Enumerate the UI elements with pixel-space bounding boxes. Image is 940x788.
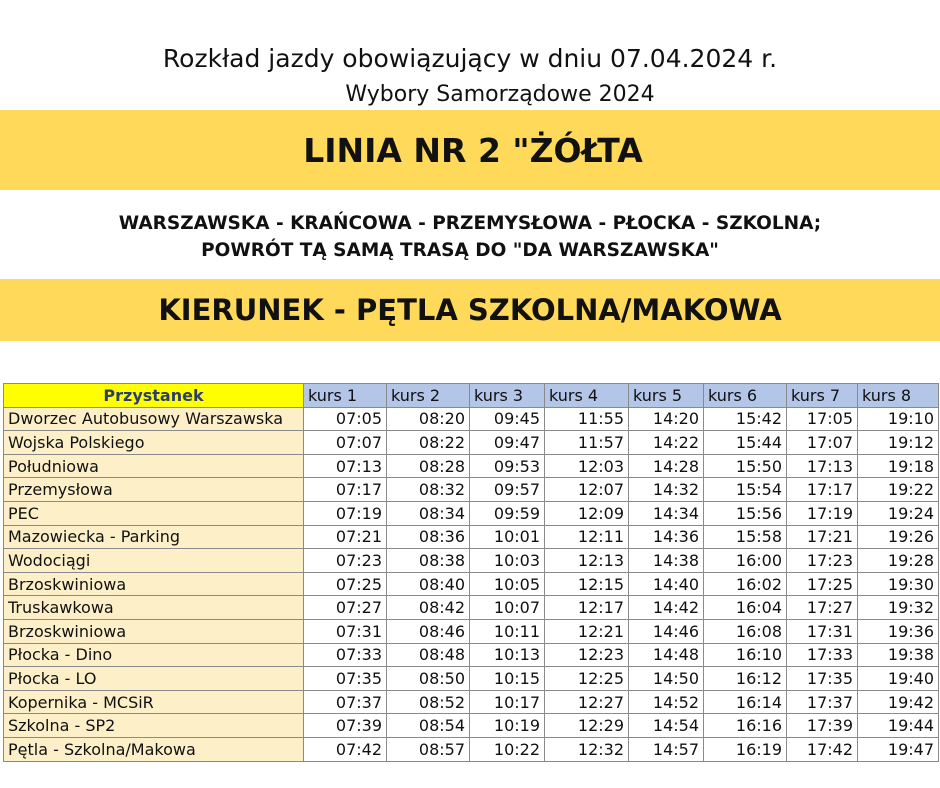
- table-row: [4, 619, 939, 643]
- departure-time: 08:50: [387, 667, 470, 691]
- departure-time: 16:16: [704, 714, 787, 738]
- departure-time: 19:36: [858, 619, 939, 643]
- table-row: [4, 454, 939, 478]
- departure-time: 14:40: [629, 572, 704, 596]
- departure-time: 15:56: [704, 501, 787, 525]
- departure-time: 10:17: [470, 690, 545, 714]
- departure-time: 17:25: [787, 572, 858, 596]
- departure-time: 07:19: [304, 501, 387, 525]
- departure-time: 07:07: [304, 431, 387, 455]
- departure-time: 09:45: [470, 407, 545, 431]
- departure-time: 16:19: [704, 737, 787, 761]
- departure-time: 17:17: [787, 478, 858, 502]
- departure-time: 08:54: [387, 714, 470, 738]
- departure-time: 17:42: [787, 737, 858, 761]
- departure-time: 10:19: [470, 714, 545, 738]
- departure-time: 19:22: [858, 478, 939, 502]
- departure-time: 15:42: [704, 407, 787, 431]
- departure-time: 08:40: [387, 572, 470, 596]
- departure-time: 09:57: [470, 478, 545, 502]
- departure-time: 07:05: [304, 407, 387, 431]
- departure-time: 17:23: [787, 549, 858, 573]
- departure-time: 14:32: [629, 478, 704, 502]
- departure-time: 14:34: [629, 501, 704, 525]
- stop-name: Płocka - Dino: [4, 643, 304, 667]
- departure-time: 16:04: [704, 596, 787, 620]
- departure-time: 17:19: [787, 501, 858, 525]
- departure-time: 19:40: [858, 667, 939, 691]
- departure-time: 14:20: [629, 407, 704, 431]
- departure-time: 19:18: [858, 454, 939, 478]
- departure-time: 10:22: [470, 737, 545, 761]
- stop-name: Mazowiecka - Parking: [4, 525, 304, 549]
- departure-time: 17:35: [787, 667, 858, 691]
- departure-time: 19:28: [858, 549, 939, 573]
- departure-time: 19:44: [858, 714, 939, 738]
- departure-time: 14:28: [629, 454, 704, 478]
- table-row: [4, 431, 939, 455]
- departure-time: 14:52: [629, 690, 704, 714]
- departure-time: 12:23: [545, 643, 629, 667]
- departure-time: 07:33: [304, 643, 387, 667]
- page-title: Rozkład jazdy obowiązujący w dniu 07.04.2024 r.: [162, 44, 778, 73]
- timetable: [3, 383, 939, 762]
- departure-time: 11:57: [545, 431, 629, 455]
- stop-name: Płocka - LO: [4, 667, 304, 691]
- departure-time: 17:31: [787, 619, 858, 643]
- course-header: kurs 3: [470, 384, 545, 408]
- departure-time: 10:03: [470, 549, 545, 573]
- table-row: [4, 596, 939, 620]
- departure-time: 15:44: [704, 431, 787, 455]
- departure-time: 07:21: [304, 525, 387, 549]
- departure-time: 14:36: [629, 525, 704, 549]
- departure-time: 07:25: [304, 572, 387, 596]
- stop-name: Południowa: [4, 454, 304, 478]
- table-row: [4, 525, 939, 549]
- departure-time: 17:33: [787, 643, 858, 667]
- departure-time: 08:20: [387, 407, 470, 431]
- course-header: kurs 2: [387, 384, 470, 408]
- departure-time: 07:37: [304, 690, 387, 714]
- departure-time: 08:28: [387, 454, 470, 478]
- departure-time: 16:02: [704, 572, 787, 596]
- departure-time: 09:59: [470, 501, 545, 525]
- departure-time: 09:53: [470, 454, 545, 478]
- course-header: kurs 4: [545, 384, 629, 408]
- departure-time: 19:12: [858, 431, 939, 455]
- departure-time: 17:39: [787, 714, 858, 738]
- direction-banner: [0, 279, 940, 341]
- departure-time: 08:46: [387, 619, 470, 643]
- stop-column-header: Przystanek: [4, 384, 304, 408]
- departure-time: 19:30: [858, 572, 939, 596]
- stop-name: Brzoskwiniowa: [4, 572, 304, 596]
- departure-time: 14:54: [629, 714, 704, 738]
- table-row: [4, 667, 939, 691]
- line-name: LINIA NR 2 "ŻÓŁTA: [303, 130, 643, 170]
- departure-time: 15:50: [704, 454, 787, 478]
- departure-time: 10:11: [470, 619, 545, 643]
- departure-time: 12:03: [545, 454, 629, 478]
- departure-time: 12:07: [545, 478, 629, 502]
- departure-time: 07:42: [304, 737, 387, 761]
- departure-time: 08:32: [387, 478, 470, 502]
- departure-time: 12:17: [545, 596, 629, 620]
- departure-time: 07:39: [304, 714, 387, 738]
- table-row: [4, 572, 939, 596]
- departure-time: 07:27: [304, 596, 387, 620]
- departure-time: 11:55: [545, 407, 629, 431]
- departure-time: 07:23: [304, 549, 387, 573]
- departure-time: 10:13: [470, 643, 545, 667]
- stop-name: Truskawkowa: [4, 596, 304, 620]
- departure-time: 19:10: [858, 407, 939, 431]
- table-row: [4, 690, 939, 714]
- departure-time: 09:47: [470, 431, 545, 455]
- stop-name: Brzoskwiniowa: [4, 619, 304, 643]
- course-header: kurs 7: [787, 384, 858, 408]
- departure-time: 12:21: [545, 619, 629, 643]
- departure-time: 07:17: [304, 478, 387, 502]
- departure-time: 10:07: [470, 596, 545, 620]
- course-header: kurs 8: [858, 384, 939, 408]
- departure-time: 14:46: [629, 619, 704, 643]
- departure-time: 14:38: [629, 549, 704, 573]
- departure-time: 14:42: [629, 596, 704, 620]
- departure-time: 12:29: [545, 714, 629, 738]
- departure-time: 19:42: [858, 690, 939, 714]
- departure-time: 12:15: [545, 572, 629, 596]
- departure-time: 12:13: [545, 549, 629, 573]
- departure-time: 17:13: [787, 454, 858, 478]
- departure-time: 08:48: [387, 643, 470, 667]
- stop-name: Wojska Polskiego: [4, 431, 304, 455]
- page-subtitle: Wybory Samorządowe 2024: [345, 82, 655, 107]
- departure-time: 10:05: [470, 572, 545, 596]
- table-row: [4, 643, 939, 667]
- departure-time: 17:05: [787, 407, 858, 431]
- departure-time: 14:48: [629, 643, 704, 667]
- stop-name: Przemysłowa: [4, 478, 304, 502]
- departure-time: 07:31: [304, 619, 387, 643]
- departure-time: 12:32: [545, 737, 629, 761]
- departure-time: 08:22: [387, 431, 470, 455]
- stop-name: Kopernika - MCSiR: [4, 690, 304, 714]
- departure-time: 12:25: [545, 667, 629, 691]
- departure-time: 08:34: [387, 501, 470, 525]
- departure-time: 17:27: [787, 596, 858, 620]
- departure-time: 08:36: [387, 525, 470, 549]
- course-header: kurs 6: [704, 384, 787, 408]
- departure-time: 19:47: [858, 737, 939, 761]
- route-description-line-2: POWRÓT TĄ SAMĄ TRASĄ DO "DA WARSZAWSKA": [201, 240, 719, 261]
- table-row: [4, 714, 939, 738]
- departure-time: 19:26: [858, 525, 939, 549]
- departure-time: 17:21: [787, 525, 858, 549]
- departure-time: 08:42: [387, 596, 470, 620]
- stop-name: Dworzec Autobusowy Warszawska: [4, 407, 304, 431]
- departure-time: 15:54: [704, 478, 787, 502]
- stop-name: PEC: [4, 501, 304, 525]
- departure-time: 19:24: [858, 501, 939, 525]
- timetable-header-row: [4, 384, 939, 408]
- departure-time: 16:00: [704, 549, 787, 573]
- departure-time: 16:08: [704, 619, 787, 643]
- stop-name: Wodociągi: [4, 549, 304, 573]
- departure-time: 17:37: [787, 690, 858, 714]
- departure-time: 15:58: [704, 525, 787, 549]
- direction-label: KIERUNEK - PĘTLA SZKOLNA/MAKOWA: [158, 293, 782, 327]
- departure-time: 17:07: [787, 431, 858, 455]
- departure-time: 19:32: [858, 596, 939, 620]
- departure-time: 07:13: [304, 454, 387, 478]
- departure-time: 10:01: [470, 525, 545, 549]
- line-banner: [0, 110, 940, 190]
- departure-time: 10:15: [470, 667, 545, 691]
- departure-time: 16:12: [704, 667, 787, 691]
- departure-time: 16:10: [704, 643, 787, 667]
- departure-time: 16:14: [704, 690, 787, 714]
- stop-name: Szkolna - SP2: [4, 714, 304, 738]
- departure-time: 14:57: [629, 737, 704, 761]
- table-row: [4, 501, 939, 525]
- departure-time: 12:27: [545, 690, 629, 714]
- stop-name: Pętla - Szkolna/Makowa: [4, 737, 304, 761]
- departure-time: 19:38: [858, 643, 939, 667]
- route-description-line-1: WARSZAWSKA - KRAŃCOWA - PRZEMYSŁOWA - PŁOCKA - SZKOLNA;: [118, 213, 822, 234]
- table-row: [4, 549, 939, 573]
- table-row: [4, 478, 939, 502]
- departure-time: 14:22: [629, 431, 704, 455]
- departure-time: 08:57: [387, 737, 470, 761]
- departure-time: 08:52: [387, 690, 470, 714]
- departure-time: 08:38: [387, 549, 470, 573]
- departure-time: 07:35: [304, 667, 387, 691]
- departure-time: 14:50: [629, 667, 704, 691]
- table-row: [4, 737, 939, 761]
- course-header: kurs 1: [304, 384, 387, 408]
- departure-time: 12:09: [545, 501, 629, 525]
- course-header: kurs 5: [629, 384, 704, 408]
- departure-time: 12:11: [545, 525, 629, 549]
- table-row: [4, 407, 939, 431]
